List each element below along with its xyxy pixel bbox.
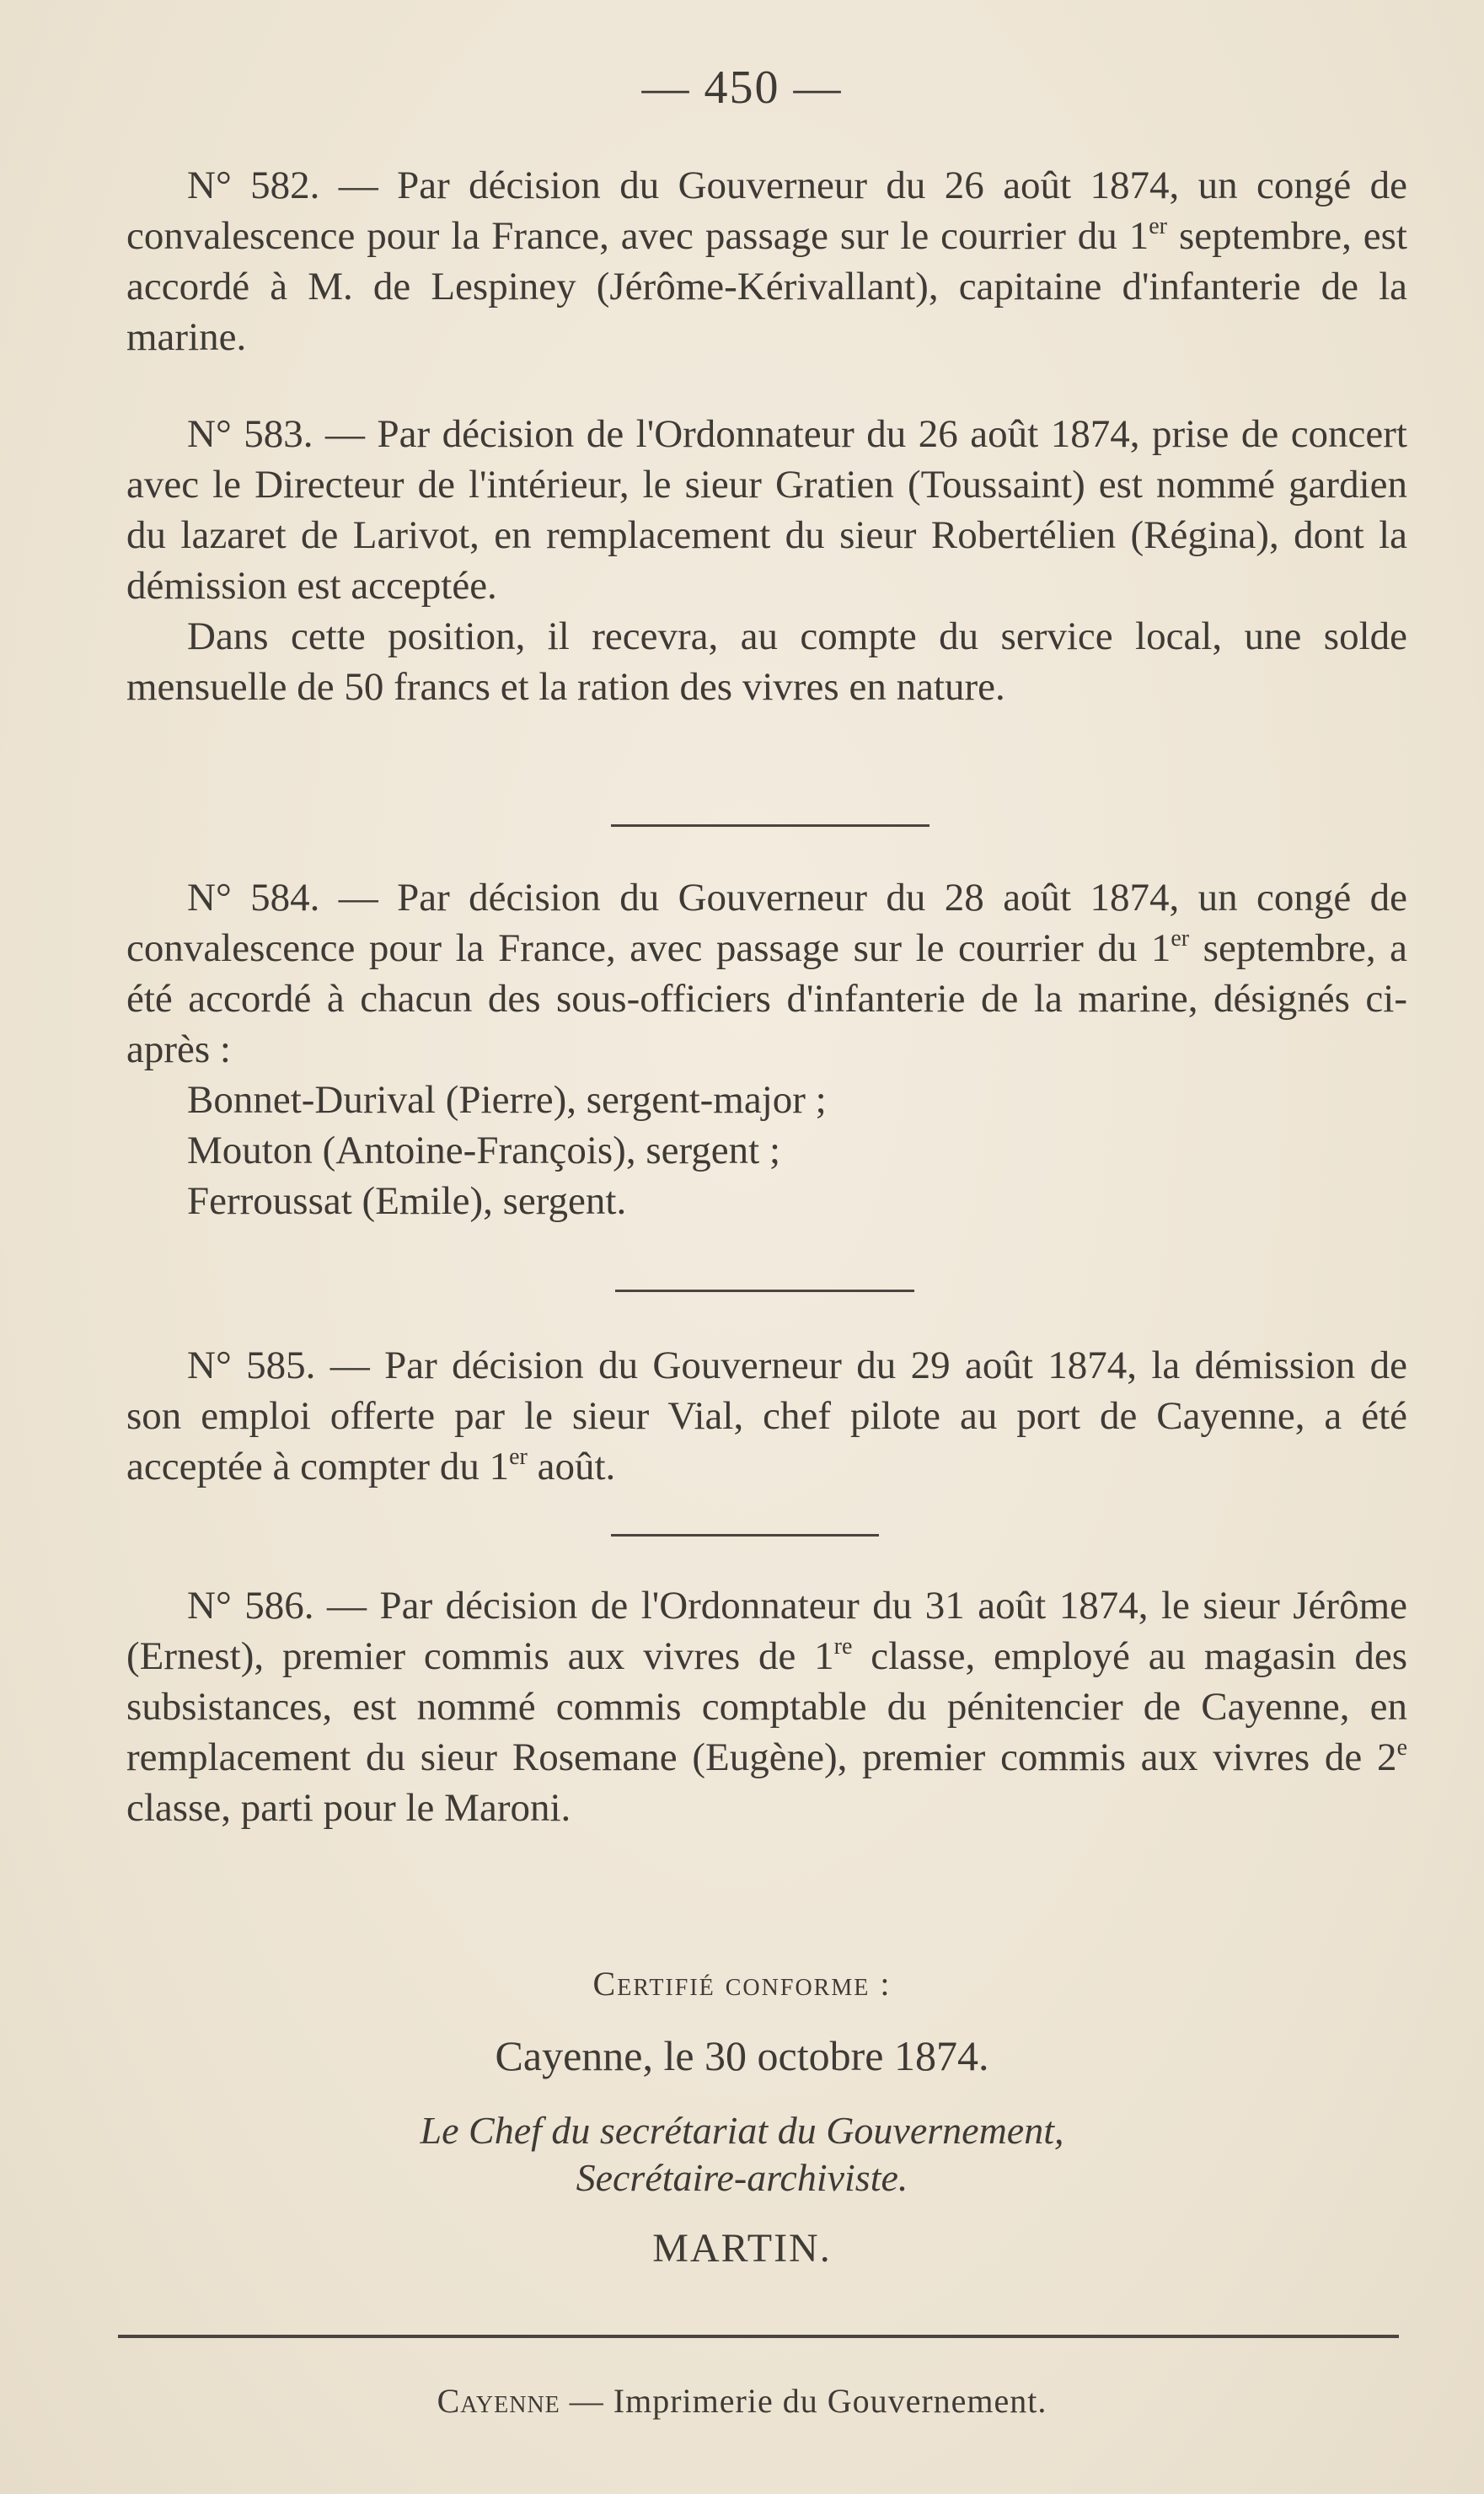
signatory-name: MARTIN. [652,2226,832,2271]
signatory-title-line: Secrétaire-archiviste. [576,2156,908,2199]
separator-rule [611,1534,879,1537]
decision-entry-586 [126,1580,1407,1833]
entry-paragraph: N° 584. — Par décision du Gouverneur du 28 août 1874, un congé de convalescence pour la France, avec passage sur le courrier du 1er septembre, a été accordé à chacun des sous-officiers d'infanterie de la marine, désignés ci-après : [126,876,1407,1071]
entry-paragraph: N° 586. — Par décision de l'Ordonnateur du 31 août 1874, le sieur Jérôme (Ernest), premier commis aux vivres de 1re classe, employé au magasin des subsistances, est nommé commis comptable du pénitencier de Cayenne, en remplacement du sieur Rosemane (Eugène), premier commis aux vivres de 2e classe, parti pour le Maroni. [126,1584,1407,1830]
decision-entry-585 [126,1340,1407,1492]
separator-rule [615,1290,914,1292]
list-item: Bonnet-Durival (Pierre), sergent-major ; [187,1078,827,1122]
certification-place-date: Cayenne, le 30 octobre 1874. [495,2032,989,2079]
list-item: Ferroussat (Emile), sergent. [187,1179,627,1223]
certification-heading: Certifié conforme : [592,1965,892,2003]
list-item: Mouton (Antoine-François), sergent ; [187,1129,781,1172]
decision-entry-584 [126,872,1407,1226]
decision-entry-582 [126,160,1407,362]
signatory-title [0,2107,1484,2202]
page-number: — 450 — [641,62,843,114]
entry-paragraph: N° 585. — Par décision du Gouverneur du 29 août 1874, la démission de son emploi offerte par le sieur Vial, chef pilote au port de Cayenne, a été acceptée à compter du 1er août. [126,1344,1407,1488]
printer-footer: Cayenne — Imprimerie du Gouvernement. [437,2382,1047,2420]
footer-rule [118,2335,1399,2338]
signatory-title-line: Le Chef du secrétariat du Gouvernement, [420,2109,1064,2152]
entry-paragraph: Dans cette position, il recevra, au compte du service local, une solde mensuelle de 50 francs et la ration des vivres en nature. [126,614,1407,709]
entry-paragraph: N° 582. — Par décision du Gouverneur du 26 août 1874, un congé de convalescence pour la France, avec passage sur le courrier du 1er septembre, est accordé à M. de Lespiney (Jérôme-Kérivallant), capitaine d'infanterie de la marine. [126,164,1407,359]
decision-entry-583 [126,409,1407,712]
entry-paragraph: N° 583. — Par décision de l'Ordonnateur du 26 août 1874, prise de concert avec le Directeur de l'intérieur, le sieur Gratien (Toussaint) est nommé gardien du lazaret de Larivot, en remplacement du sieur Robertélien (Régina), dont la démission est acceptée. [126,412,1407,608]
separator-rule [611,824,930,827]
